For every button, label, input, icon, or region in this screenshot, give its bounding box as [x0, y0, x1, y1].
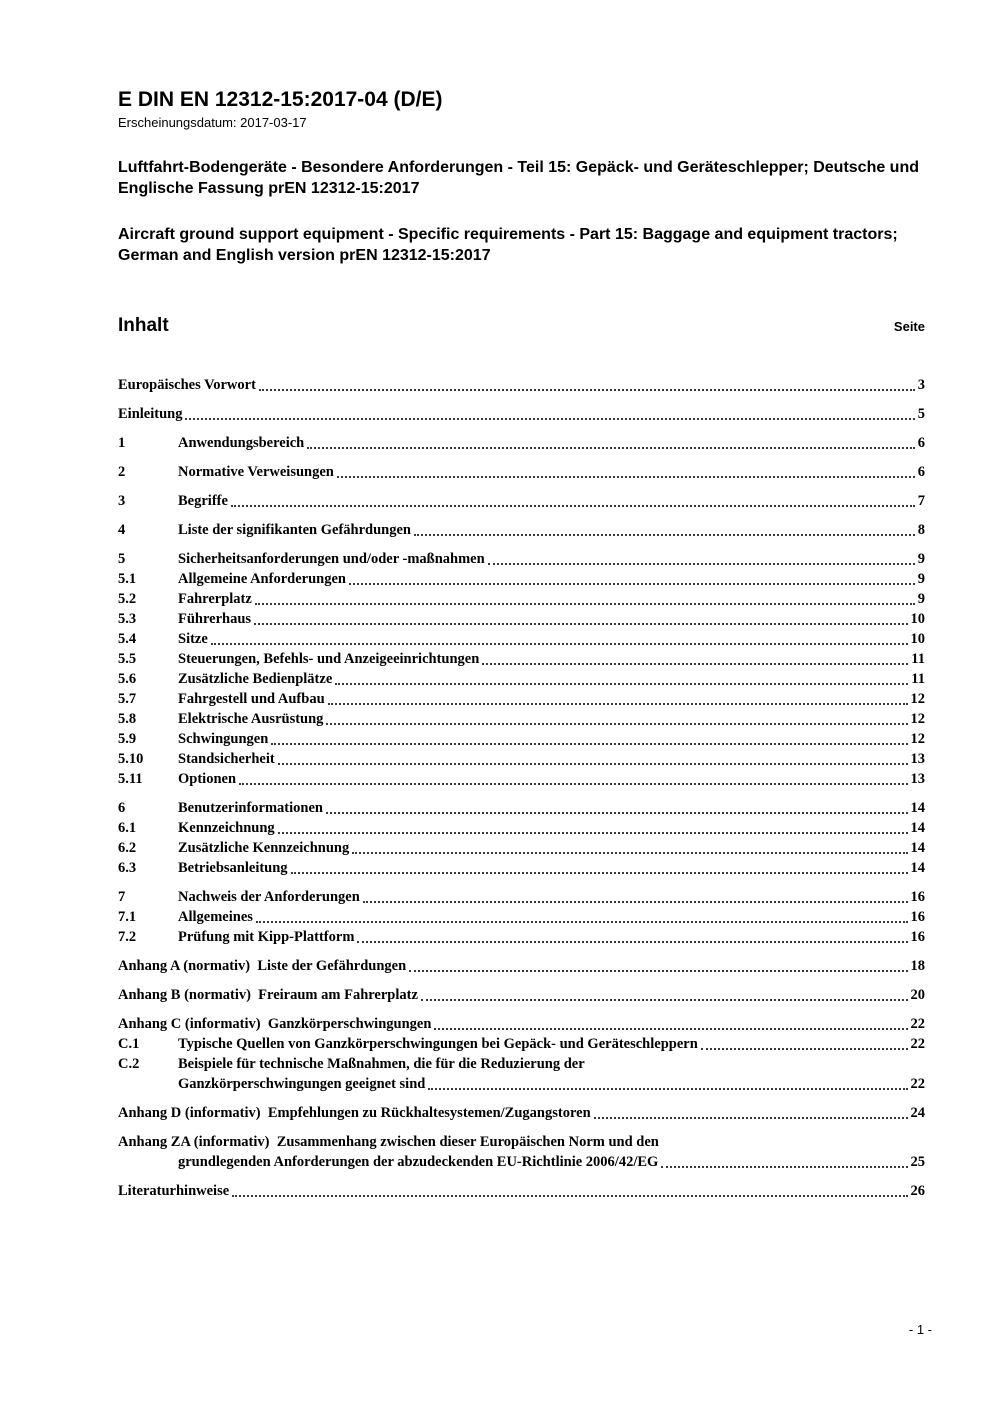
toc-entry-page: 9	[917, 571, 925, 587]
dot-leader	[337, 476, 915, 478]
toc-entry	[118, 1074, 925, 1094]
toc-entry-title-continued: Ganzkörperschwingungen geeignet sind	[178, 1076, 426, 1092]
toc-entry-number: 5.9	[118, 731, 137, 747]
toc-entry-number: 5.1	[118, 571, 137, 587]
toc-entry-page: 16	[910, 909, 925, 925]
dot-leader	[661, 1166, 907, 1168]
toc-entry-title: Betriebsanleitung	[178, 860, 288, 876]
toc-entry-page: 11	[911, 651, 925, 667]
toc-entry	[118, 404, 925, 424]
toc-entry-number: C.1	[118, 1036, 140, 1052]
dot-leader	[255, 603, 915, 605]
toc-entry	[118, 858, 925, 878]
toc-entry-title: Literaturhinweise	[118, 1183, 230, 1199]
toc-entry	[118, 1181, 925, 1201]
dot-leader	[482, 663, 908, 665]
dot-leader	[231, 505, 915, 507]
toc-entry-page: 13	[910, 751, 925, 767]
toc-entry	[118, 956, 925, 976]
toc-entry-title: Zusätzliche Bedienplätze	[178, 671, 333, 687]
toc-entry	[118, 749, 925, 769]
toc-entry-page: 10	[910, 631, 925, 647]
dot-leader	[349, 583, 915, 585]
dot-leader	[326, 723, 907, 725]
toc-entry-title: Anhang B (normativ) Freiraum am Fahrerplatz	[118, 987, 418, 1003]
dot-leader	[428, 1088, 907, 1090]
toc-entry-title: Sitze	[178, 631, 208, 647]
dot-leader	[421, 999, 908, 1001]
toc-entry-page: 22	[910, 1016, 925, 1032]
toc-entry-number: 5.10	[118, 751, 144, 767]
toc-entry-number: 5.11	[118, 771, 143, 787]
toc-entry-title: Anhang D (informativ) Empfehlungen zu Rückhaltesystemen/Zugangstoren	[118, 1105, 591, 1121]
page-number-footer: - 1 -	[908, 1322, 932, 1337]
toc-entry-number: 6.1	[118, 820, 137, 836]
toc-entry-page: 12	[910, 731, 925, 747]
dot-leader	[278, 763, 908, 765]
toc-entry-title-continued: grundlegenden Anforderungen der abzudeckenden EU-Richtlinie 2006/42/EG	[178, 1154, 659, 1170]
toc-entry	[118, 649, 925, 669]
toc-entry	[118, 629, 925, 649]
toc-entry-number: 1	[118, 435, 126, 451]
toc-entry	[118, 887, 925, 907]
toc-entry-title: Einleitung	[118, 406, 183, 422]
toc-entry-page: 22	[910, 1036, 925, 1052]
toc-entry-page: 20	[910, 987, 925, 1003]
toc-entry-title: Standsicherheit	[178, 751, 275, 767]
toc-entry-title: Fahrgestell und Aufbau	[178, 691, 325, 707]
toc-entry	[118, 729, 925, 749]
toc-entry	[118, 818, 925, 838]
toc-entry-page: 18	[910, 958, 925, 974]
toc-entry-number: 6.3	[118, 860, 137, 876]
toc-entry	[118, 569, 925, 589]
german-title: Luftfahrt-Bodengeräte - Besondere Anforderungen - Teil 15: Gepäck- und Geräteschlepper; Deutsche und Englische Fassung prEN 12312-15:2017	[118, 159, 919, 197]
toc-entry	[118, 985, 925, 1005]
toc-entry-number: 5.2	[118, 591, 137, 607]
toc-entry-title: Zusätzliche Kennzeichnung	[178, 840, 350, 856]
toc-entry	[118, 549, 925, 569]
dot-leader	[271, 743, 907, 745]
dot-leader	[701, 1048, 908, 1050]
dot-leader	[211, 643, 908, 645]
toc-header-row	[118, 315, 925, 337]
toc-entry-page: 6	[917, 464, 925, 480]
dot-leader	[409, 970, 907, 972]
dot-leader	[259, 389, 915, 391]
dot-leader	[363, 901, 908, 903]
dot-leader	[326, 812, 908, 814]
toc-entry-title: Elektrische Ausrüstung	[178, 711, 324, 727]
toc-entry-number: 6.2	[118, 840, 137, 856]
dot-leader	[256, 921, 908, 923]
dot-leader	[254, 623, 907, 625]
toc-entry-title: Normative Verweisungen	[178, 464, 334, 480]
toc-entry	[118, 709, 925, 729]
toc-entry-title: Liste der signifikanten Gefährdungen	[178, 522, 411, 538]
toc-page-column-label: Seite	[893, 319, 925, 334]
toc-entry-title: Anhang C (informativ) Ganzkörperschwingungen	[118, 1016, 432, 1032]
toc-entry-page: 16	[910, 889, 925, 905]
dot-leader	[239, 783, 907, 785]
toc-entry-title: Anwendungsbereich	[178, 435, 305, 451]
toc-entry-page: 16	[910, 929, 925, 945]
dot-leader	[278, 832, 908, 834]
toc-entry-page: 9	[917, 551, 925, 567]
toc-entry-page: 13	[910, 771, 925, 787]
toc-entry-title: Prüfung mit Kipp-Plattform	[178, 929, 355, 945]
toc-entry	[118, 689, 925, 709]
toc-entry-title: Typische Quellen von Ganzkörperschwingungen bei Gepäck- und Geräteschleppern	[178, 1036, 698, 1052]
toc-entry-title: Europäisches Vorwort	[118, 377, 256, 393]
toc-entry-page: 22	[910, 1076, 925, 1092]
toc-entry-page: 14	[910, 800, 925, 816]
dot-leader	[434, 1028, 907, 1030]
toc-entry-number: 5.3	[118, 611, 137, 627]
toc-entry	[118, 838, 925, 858]
toc-entry	[118, 1034, 925, 1054]
toc-entry-page: 26	[910, 1183, 925, 1199]
toc-entry-title: Schwingungen	[178, 731, 269, 747]
toc-entry-title: Allgemeines	[178, 909, 253, 925]
toc-entry	[118, 769, 925, 789]
toc-entry	[118, 520, 925, 540]
toc-entry-number: 5.4	[118, 631, 137, 647]
toc-entry-page: 8	[917, 522, 925, 538]
dot-leader	[488, 563, 915, 565]
toc-entry-number: 5.8	[118, 711, 137, 727]
toc-entry-number: 6	[118, 800, 126, 816]
toc-entry-page: 14	[910, 860, 925, 876]
toc-entry	[118, 669, 925, 689]
toc-entry-page: 12	[910, 711, 925, 727]
toc-entry-page: 14	[910, 840, 925, 856]
toc-entry	[118, 375, 925, 395]
toc-entry-page: 6	[917, 435, 925, 451]
toc-entry-title: Begriffe	[178, 493, 228, 509]
toc-entry-title: Kennzeichnung	[178, 820, 275, 836]
toc-list	[118, 375, 925, 1201]
toc-entry-title: Anhang ZA (informativ) Zusammenhang zwischen dieser Europäischen Norm und den	[118, 1134, 659, 1150]
toc-entry-number: 7	[118, 889, 126, 905]
toc-entry	[118, 589, 925, 609]
dot-leader	[328, 703, 908, 705]
toc-entry-title: Anhang A (normativ) Liste der Gefährdungen	[118, 958, 407, 974]
dot-leader	[357, 941, 907, 943]
toc-entry-title: Sicherheitsanforderungen und/oder -maßnahmen	[178, 551, 485, 567]
toc-entry	[118, 462, 925, 482]
dot-leader	[414, 534, 915, 536]
dot-leader	[352, 852, 907, 854]
toc-entry	[118, 927, 925, 947]
document-page	[118, 88, 925, 1201]
toc-entry-title: Benutzerinformationen	[178, 800, 323, 816]
toc-entry-page: 24	[910, 1105, 925, 1121]
toc-entry-title: Steuerungen, Befehls- und Anzeigeeinrichtungen	[178, 651, 480, 667]
toc-entry-number: 5	[118, 551, 126, 567]
toc-entry-number: C.2	[118, 1056, 140, 1072]
english-title: Aircraft ground support equipment - Specific requirements - Part 15: Baggage and equipment tractors; German and English version prEN 12312-15:2017	[118, 226, 898, 264]
dot-leader	[307, 447, 915, 449]
toc-entry-page: 7	[917, 493, 925, 509]
toc-entry-number: 3	[118, 493, 126, 509]
toc-entry-title: Nachweis der Anforderungen	[178, 889, 360, 905]
toc-entry-page: 25	[910, 1154, 925, 1170]
toc-entry-number: 5.6	[118, 671, 137, 687]
toc-entry-page: 11	[911, 671, 925, 687]
dot-leader	[335, 683, 908, 685]
toc-entry-page: 5	[917, 406, 925, 422]
toc-entry	[118, 1103, 925, 1123]
toc-entry-page: 12	[910, 691, 925, 707]
toc-entry	[118, 1152, 925, 1172]
dot-leader	[185, 418, 914, 420]
toc-entry	[118, 1054, 925, 1074]
document-title: E DIN EN 12312-15:2017-04 (D/E)	[118, 88, 443, 111]
toc-entry	[118, 1132, 925, 1152]
toc-entry	[118, 907, 925, 927]
toc-entry-title: Führerhaus	[178, 611, 252, 627]
toc-entry-number: 5.5	[118, 651, 137, 667]
toc-entry-title: Fahrerplatz	[178, 591, 252, 607]
toc-entry-number: 7.1	[118, 909, 137, 925]
toc-entry	[118, 1014, 925, 1034]
toc-entry-page: 3	[917, 377, 925, 393]
toc-entry-number: 4	[118, 522, 126, 538]
toc-entry-number: 7.2	[118, 929, 137, 945]
toc-entry-page: 10	[910, 611, 925, 627]
toc-entry	[118, 491, 925, 511]
toc-entry-page: 14	[910, 820, 925, 836]
toc-entry-title: Allgemeine Anforderungen	[178, 571, 346, 587]
dot-leader	[594, 1117, 908, 1119]
dot-leader	[291, 872, 908, 874]
toc-entry-title: Optionen	[178, 771, 237, 787]
toc-entry-title: Beispiele für technische Maßnahmen, die für die Reduzierung der	[178, 1056, 585, 1072]
publication-date: Erscheinungsdatum: 2017-03-17	[118, 115, 307, 130]
toc-entry-number: 5.7	[118, 691, 137, 707]
toc-entry	[118, 798, 925, 818]
toc-entry	[118, 609, 925, 629]
toc-entry-page: 9	[917, 591, 925, 607]
dot-leader	[232, 1195, 907, 1197]
toc-heading: Inhalt	[118, 315, 169, 336]
toc-entry-number: 2	[118, 464, 126, 480]
toc-entry	[118, 433, 925, 453]
